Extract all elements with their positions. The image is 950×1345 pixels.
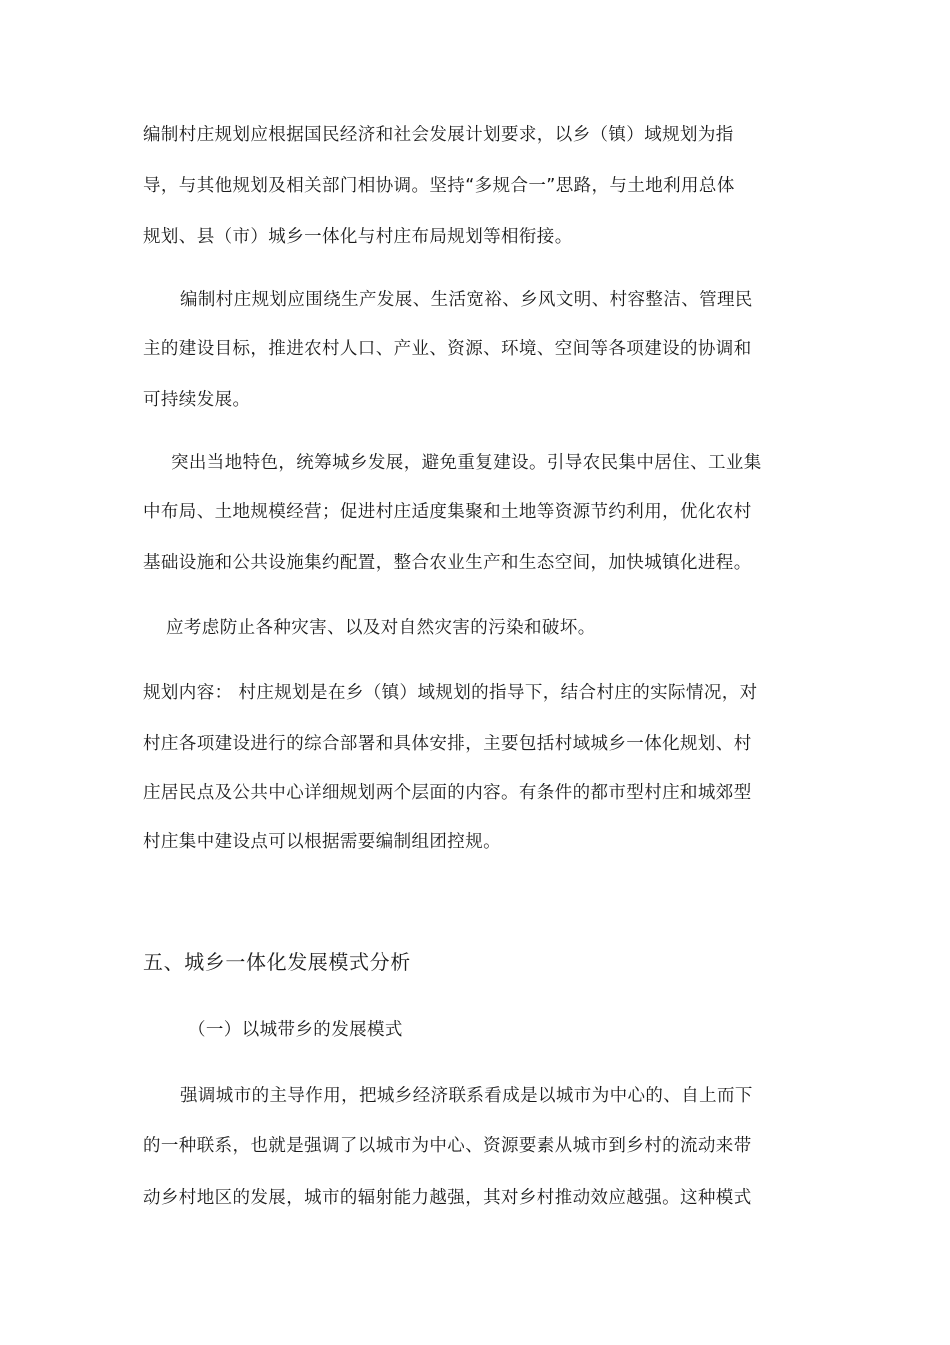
section-heading: 五、城乡一体化发展模式分析	[143, 950, 411, 974]
paragraph-5-line-2: 村庄各项建设进行的综合部署和具体安排，主要包括村域城乡一体化规划、村	[143, 734, 752, 754]
section-body-line-2: 的一种联系，也就是强调了以城市为中心、资源要素从城市到乡村的流动来带	[143, 1136, 752, 1156]
paragraph-1-line-2: 导，与其他规划及相关部门相协调。坚持“多规合一”思路，与土地利用总体	[143, 176, 735, 196]
paragraph-3-line-3: 基础设施和公共设施集约配置，整合农业生产和生态空间，加快城镇化进程。	[143, 553, 752, 573]
paragraph-2-line-1: 编制村庄规划应围绕生产发展、生活宽裕、乡风文明、村容整洁、管理民	[180, 290, 753, 310]
paragraph-4-line-1: 应考虑防止各种灾害、以及对自然灾害的污染和破坏。	[166, 618, 596, 638]
paragraph-2-line-2: 主的建设目标，推进农村人口、产业、资源、环境、空间等各项建设的协调和	[143, 339, 752, 359]
paragraph-5-line-3: 庄居民点及公共中心详细规划两个层面的内容。有条件的都市型村庄和城郊型	[143, 783, 752, 803]
paragraph-3-line-2: 中布局、土地规模经营；促进村庄适度集聚和土地等资源节约利用，优化农村	[143, 502, 752, 522]
section-subheading: （一）以城带乡的发展模式	[188, 1020, 403, 1040]
section-body-line-3: 动乡村地区的发展，城市的辐射能力越强，其对乡村推动效应越强。这种模式	[143, 1188, 752, 1208]
section-body-line-1: 强调城市的主导作用，把城乡经济联系看成是以城市为中心的、自上而下	[180, 1086, 753, 1106]
paragraph-5-line-4: 村庄集中建设点可以根据需要编制组团控规。	[143, 832, 501, 852]
paragraph-3-line-1: 突出当地特色，统筹城乡发展，避免重复建设。引导农民集中居住、工业集	[171, 453, 762, 473]
paragraph-1-line-1: 编制村庄规划应根据国民经济和社会发展计划要求，以乡（镇）域规划为指	[143, 125, 734, 145]
paragraph-1-line-3: 规划、县（市）城乡一体化与村庄布局规划等相衔接。	[143, 227, 573, 247]
paragraph-5-line-1: 规划内容： 村庄规划是在乡（镇）域规划的指导下，结合村庄的实际情况，对	[143, 683, 758, 703]
paragraph-2-line-3: 可持续发展。	[143, 390, 251, 410]
